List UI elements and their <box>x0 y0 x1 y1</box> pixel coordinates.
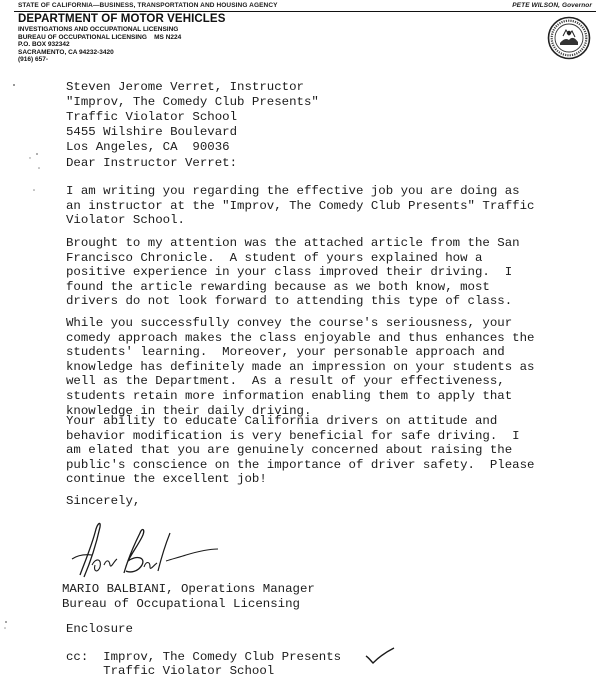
paragraph-1 <box>66 184 534 228</box>
signer-org: Bureau of Occupational Licensing <box>62 597 300 611</box>
paragraph-line: well as the Department. As a result of your effectiveness, <box>66 374 505 389</box>
paragraph-3 <box>66 316 534 418</box>
governor-line: PETE WILSON, Governor <box>512 2 592 9</box>
phone-line: (916) 657- <box>18 56 48 64</box>
recipient-line: Traffic Violator School <box>66 109 238 124</box>
department-name: DEPARTMENT OF MOTOR VEHICLES <box>18 13 226 25</box>
paragraph-line: students retain more information enabling them to apply that <box>66 388 513 403</box>
state-agency-line: STATE OF CALIFORNIA—BUSINESS, TRANSPORTATION AND HOUSING AGENCY <box>18 2 278 9</box>
signer-block <box>62 582 315 612</box>
po-box: P.O. BOX 932342 <box>18 41 70 49</box>
cc-block <box>66 650 341 678</box>
paragraph-2 <box>66 236 520 309</box>
recipient-line: Los Angeles, CA 90036 <box>66 139 230 154</box>
paragraph-line: Brought to my attention was the attached article from the San <box>66 236 520 250</box>
salutation: Dear Instructor Verret: <box>66 156 238 170</box>
cc-line: Traffic Violator School <box>66 664 275 678</box>
cc-line: cc: Improv, The Comedy Club Presents <box>66 650 342 664</box>
enclosure-note: Enclosure <box>66 622 133 636</box>
signer-name: MARIO BALBIANI, Operations Manager <box>62 582 315 596</box>
paragraph-line: am elated that you are genuinely concerned about raising the <box>66 443 513 458</box>
checkmark-icon <box>365 647 395 665</box>
recipient-line: Steven Jerome Verret, Instructor <box>66 80 304 94</box>
paragraph-4 <box>66 414 534 487</box>
state-seal-icon <box>547 16 591 60</box>
paragraph-line: drivers do not look forward to attending this type of class. <box>66 294 513 309</box>
paragraph-line: comedy approach makes the class enjoyable and thus enhances the <box>66 330 535 345</box>
header-rule <box>14 11 596 12</box>
paragraph-line: Your ability to educate California drivers on attitude and <box>66 414 498 428</box>
closing: Sincerely, <box>66 494 141 508</box>
paragraph-line: Francisco Chronicle. A student of yours explained how a <box>66 250 483 265</box>
recipient-address <box>66 80 319 155</box>
paragraph-line: public's conscience on the importance of driver safety. Please <box>66 457 535 472</box>
paragraph-line: found the article rewarding because as we both know, most <box>66 279 490 294</box>
paragraph-line: continue the excellent job! <box>66 472 267 487</box>
recipient-line: "Improv, The Comedy Club Presents" <box>66 94 319 109</box>
paragraph-line: Violator School. <box>66 213 185 228</box>
division-name: INVESTIGATIONS AND OCCUPATIONAL LICENSING <box>18 26 179 33</box>
paragraph-line: I am writing you regarding the effective job you are doing as <box>66 184 520 198</box>
paragraph-line: behavior modification is very beneficial for safe driving. I <box>66 428 520 443</box>
paragraph-line: positive experience in your class improved their driving. I <box>66 265 513 280</box>
state-header-bar <box>14 1 596 11</box>
letterhead <box>18 13 278 64</box>
recipient-line: 5455 Wilshire Boulevard <box>66 124 238 139</box>
paragraph-line: knowledge in their daily driving. <box>66 403 312 418</box>
paragraph-line: an instructor at the "Improv, The Comedy Club Presents" Traffic <box>66 198 535 213</box>
handwritten-signature <box>62 515 222 583</box>
bureau-name: BUREAU OF OCCUPATIONAL LICENSING MS N224 <box>18 33 182 41</box>
paragraph-line: students' learning. Moreover, your personable approach and <box>66 345 505 360</box>
paragraph-line: knowledge has definitely made an impression on your students as <box>66 359 535 374</box>
paragraph-line: While you successfully convey the course's seriousness, your <box>66 316 513 330</box>
city-line: SACRAMENTO, CA 94232-3420 <box>18 48 114 56</box>
